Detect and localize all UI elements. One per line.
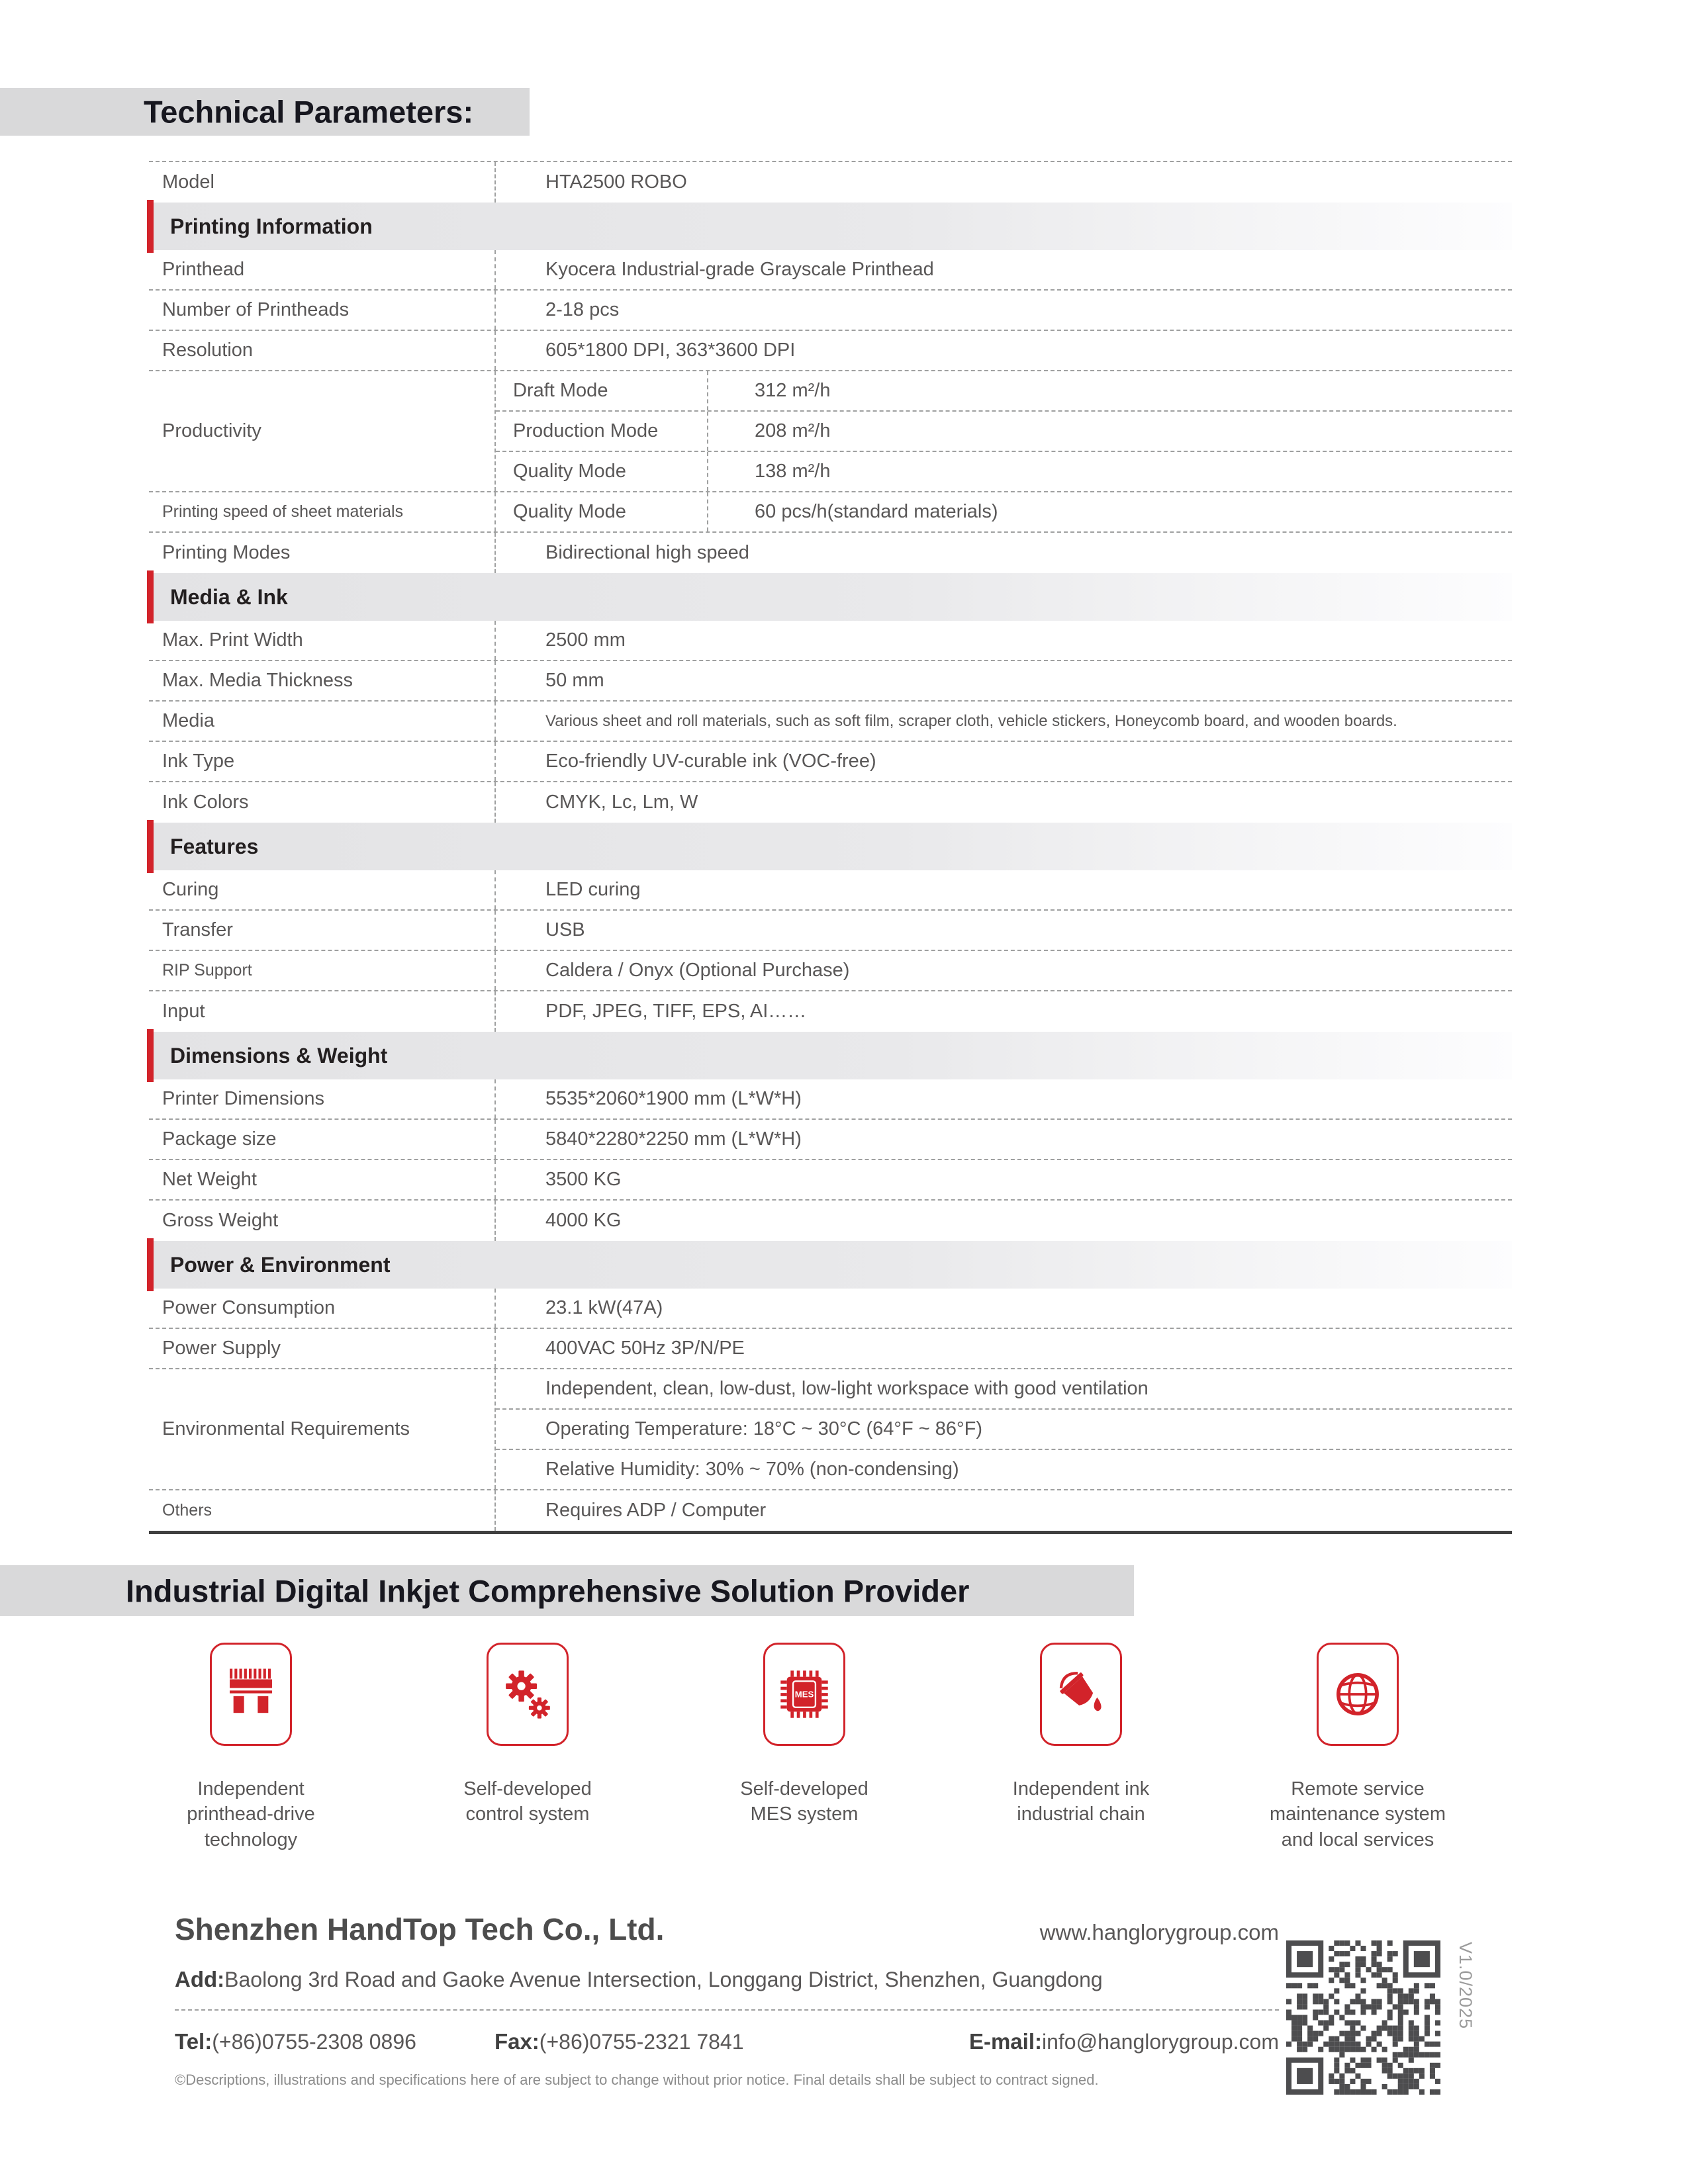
table-row [149,991,1512,1032]
row-value: 4000 KG [545,1210,622,1231]
solution-item-label: Remote service maintenance system and local services [1270,1778,1446,1850]
row-label: Package size [149,1120,496,1159]
mode-label: Quality Mode [496,452,708,491]
table-row [149,492,1512,533]
address-text: Baolong 3rd Road and Gaoke Avenue Intersection, Longgang District, Shenzhen, Guangdong [224,1968,1103,1991]
row-label: Power Supply [149,1329,496,1368]
solution-item [113,1643,389,1852]
row-value: Various sheet and roll materials, such as soft film, scraper cloth, vehicle stickers, Honeycomb board, and wooden boards. [545,711,1397,730]
solution-item-label: Self-developed MES system [740,1778,868,1825]
mode-label: Quality Mode [496,492,708,531]
ink-bucket-icon [1040,1643,1122,1746]
solution-item-label: Independent printhead-drive technology [187,1778,315,1850]
row-label: Printhead [149,250,496,289]
table-row [149,621,1512,661]
solution-item-label: Independent ink industrial chain [1012,1778,1150,1825]
row-value: 23.1 kW(47A) [545,1297,663,1318]
tel-number: (+86)0755-2308 0896 [212,2030,416,2054]
table-row [149,1369,1512,1490]
row-label: Number of Printheads [149,291,496,330]
env-subrow [496,1369,1512,1410]
row-value: HTA2500 ROBO [545,171,687,193]
globe-icon [1317,1643,1399,1746]
row-label: Model [149,162,496,203]
solutions-title: Industrial Digital Inkjet Comprehensive Solution Provider [126,1573,970,1608]
section-header-label: Media & Ink [170,584,288,609]
row-value: CMYK, Lc, Lm, W [545,792,698,813]
row-value: Kyocera Industrial-grade Grayscale Printhead [545,259,934,280]
section-header [149,573,1512,621]
solutions-icon-row [113,1643,1496,1852]
address-row [175,1967,1279,1992]
row-value: 50 mm [545,670,604,691]
table-row [149,1120,1512,1160]
row-value: 605*1800 DPI, 363*3600 DPI [545,340,796,361]
section-header [149,1032,1512,1079]
solution-item-label: Self-developed control system [463,1778,592,1825]
table-row [149,162,1512,203]
row-value: Eco-friendly UV-curable ink (VOC-free) [545,751,876,772]
row-label: Curing [149,870,496,909]
mes-chip-icon [763,1643,845,1746]
section-header-label: Printing Information [170,214,373,238]
section-header-label: Features [170,834,259,858]
section-header-label: Dimensions & Weight [170,1043,388,1068]
table-row [149,1079,1512,1120]
table-row [149,371,1512,492]
row-label: Printer Dimensions [149,1079,496,1118]
row-value: Relative Humidity: 30% ~ 70% (non-condensing) [545,1459,959,1480]
table-row [149,951,1512,991]
table-row [149,911,1512,951]
email-label: E-mail: [968,2029,1042,2054]
section-header [149,1241,1512,1289]
row-label: Power Consumption [149,1289,496,1328]
section-header [149,823,1512,870]
tel-label: Tel: [175,2029,212,2054]
solution-item [1219,1643,1496,1852]
printhead-icon [210,1643,292,1746]
solution-item [943,1643,1219,1852]
row-label: RIP Support [149,951,496,990]
row-value: 60 pcs/h(standard materials) [755,501,998,522]
mode-subrow [496,452,1512,491]
row-value: Bidirectional high speed [545,542,749,563]
row-label: Transfer [149,911,496,950]
row-value: Operating Temperature: 18°C ~ 30°C (64°F ~ 86°F) [545,1418,983,1439]
row-label: Others [149,1490,496,1531]
qr-code-icon [1286,1940,1440,2095]
table-row [149,1201,1512,1241]
row-label: Printing Modes [149,533,496,573]
row-label: Net Weight [149,1160,496,1199]
table-row [149,1490,1512,1531]
contact-row [175,2029,1279,2054]
email-address: info@hanglorygroup.com [1041,2030,1279,2054]
disclaimer-text: ©Descriptions, illustrations and specifications here of are subject to change without prior notice. Final details shall be subject to contract signed. [175,2071,1099,2088]
solutions-title-bar [0,1565,1134,1616]
row-label: Max. Media Thickness [149,661,496,700]
version-text: V1.0/2025 [1456,1942,1476,2030]
section-header [149,203,1512,250]
row-value: 2-18 pcs [545,299,620,320]
table-row [149,1160,1512,1201]
row-value: 208 m²/h [755,420,831,441]
env-subrow [496,1410,1512,1450]
row-label: Input [149,991,496,1032]
page-title-bar [0,88,530,136]
fax-label: Fax: [494,2029,539,2054]
solution-item [389,1643,666,1852]
row-label: Printing speed of sheet materials [149,492,496,531]
email-entry [969,2029,1279,2054]
mode-subrow [496,412,1512,452]
row-value: USB [545,919,585,940]
mode-subrow [496,371,1512,412]
mode-label: Production Mode [496,412,708,451]
row-value: 5535*2060*1900 mm (L*W*H) [545,1088,802,1109]
row-label: Resolution [149,331,496,370]
row-value: Caldera / Onyx (Optional Purchase) [545,960,850,981]
row-label: Productivity [149,371,496,491]
table-row [149,702,1512,742]
table-row [149,291,1512,331]
footer-divider [175,2009,1279,2011]
technical-parameters-table [149,161,1512,1534]
footer [175,1911,1279,2089]
row-label: Environmental Requirements [149,1369,496,1489]
address-label: Add: [175,1967,225,1991]
fax-entry [494,2029,744,2054]
table-row [149,331,1512,371]
section-header-label: Power & Environment [170,1252,391,1277]
table-row [149,661,1512,702]
gears-icon [487,1643,569,1746]
svg-text:MES: MES [794,1689,814,1700]
company-name: Shenzhen HandTop Tech Co., Ltd. [175,1912,665,1946]
row-label: Media [149,702,496,741]
fax-number: (+86)0755-2321 7841 [539,2030,744,2054]
table-row [149,250,1512,291]
table-row [149,870,1512,911]
tel-entry [175,2029,416,2054]
row-label: Ink Colors [149,782,496,823]
solution-item [666,1643,943,1852]
row-value: 2500 mm [545,629,626,651]
mode-label: Draft Mode [496,371,708,410]
row-value: 312 m²/h [755,380,831,401]
mode-subrows [496,371,1512,491]
website-link: www.hanglorygroup.com [1039,1920,1279,1944]
company-row [175,1911,1279,1947]
row-value: 138 m²/h [755,461,831,482]
row-value: 3500 KG [545,1169,622,1190]
row-value: Independent, clean, low-dust, low-light workspace with good ventilation [545,1378,1149,1399]
env-subrows [496,1369,1512,1489]
row-label: Ink Type [149,742,496,781]
page-title: Technical Parameters: [144,94,474,130]
row-value: LED curing [545,879,641,900]
row-value: 5840*2280*2250 mm (L*W*H) [545,1128,802,1150]
table-row [149,533,1512,573]
row-value: Requires ADP / Computer [545,1500,767,1521]
row-label: Gross Weight [149,1201,496,1241]
row-value: PDF, JPEG, TIFF, EPS, AI…… [545,1001,807,1022]
table-row [149,1289,1512,1329]
row-value: 400VAC 50Hz 3P/N/PE [545,1338,745,1359]
table-row [149,782,1512,823]
table-row [149,1329,1512,1369]
env-subrow [496,1450,1512,1489]
row-label: Max. Print Width [149,621,496,660]
table-row [149,742,1512,782]
